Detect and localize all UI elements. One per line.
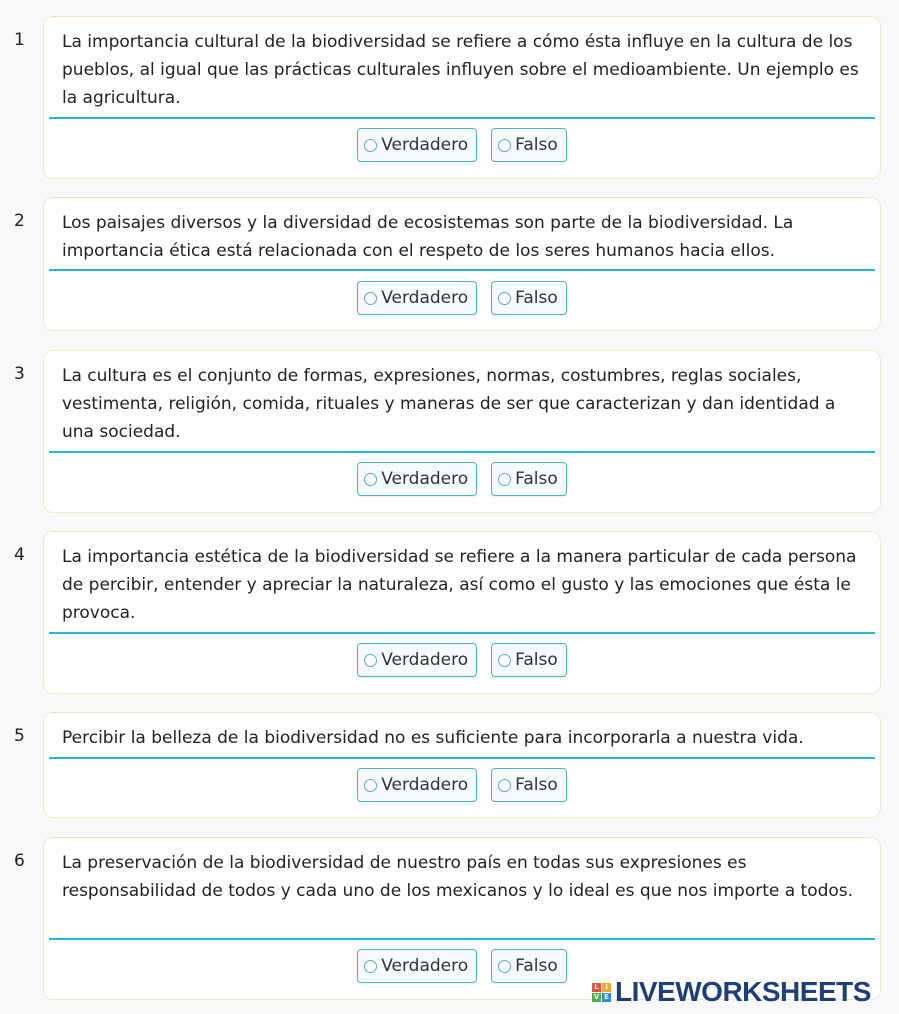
- radio-icon[interactable]: [364, 654, 377, 667]
- answer-options: [44, 643, 880, 677]
- option-label: Falso: [515, 775, 558, 795]
- radio-icon[interactable]: [364, 960, 377, 973]
- liveworksheets-logo[interactable]: [592, 976, 871, 1008]
- option-label: Verdadero: [381, 775, 469, 795]
- question-number: 5: [14, 726, 25, 746]
- radio-icon[interactable]: [364, 473, 377, 486]
- option-falso[interactable]: [491, 643, 567, 677]
- radio-icon[interactable]: [498, 960, 511, 973]
- option-falso[interactable]: [491, 128, 567, 162]
- separator: [49, 757, 875, 759]
- radio-icon[interactable]: [364, 292, 377, 305]
- question-number: 6: [14, 851, 25, 871]
- option-label: Falso: [515, 650, 558, 670]
- logo-letter: E: [602, 993, 611, 1002]
- radio-icon[interactable]: [498, 779, 511, 792]
- question-number: 2: [14, 211, 25, 231]
- option-label: Falso: [515, 288, 558, 308]
- brand-name: LIVEWORKSHEETS: [615, 976, 871, 1007]
- question-card: [43, 531, 881, 694]
- question-card: [43, 712, 881, 818]
- question-text: Los paisajes diversos y la diversidad de ecosistemas son parte de la biodiversidad. La importancia ética está relacionada con el respeto de los seres humanos hacia ellos.: [62, 213, 794, 261]
- question-number: 1: [14, 30, 25, 50]
- radio-icon[interactable]: [498, 473, 511, 486]
- radio-icon[interactable]: [498, 139, 511, 152]
- option-label: Verdadero: [381, 956, 469, 976]
- option-falso[interactable]: [491, 949, 567, 983]
- question-text: La preservación de la biodiversidad de nuestro país en todas sus expresiones es responsabilidad de todos y cada uno de los mexicanos y lo ideal es que nos importe a todos.: [62, 853, 854, 901]
- question-number: 3: [14, 364, 25, 384]
- option-falso[interactable]: [491, 281, 567, 315]
- question-card: [43, 350, 881, 513]
- separator: [49, 938, 875, 940]
- option-label: Falso: [515, 135, 558, 155]
- logo-letter: I: [602, 983, 611, 992]
- logo-icon: [592, 983, 611, 1002]
- option-label: Verdadero: [381, 288, 469, 308]
- separator: [49, 632, 875, 634]
- option-label: Verdadero: [381, 135, 469, 155]
- option-verdadero[interactable]: [357, 128, 477, 162]
- question-card: [43, 16, 881, 179]
- question-text: La importancia estética de la biodiversidad se refiere a la manera particular de cada persona de percibir, entender y apreciar la naturaleza, así como el gusto y las emociones que ésta le provoca.: [62, 547, 857, 623]
- question-card: [43, 197, 881, 331]
- option-verdadero[interactable]: [357, 643, 477, 677]
- radio-icon[interactable]: [498, 292, 511, 305]
- question-text: La cultura es el conjunto de formas, expresiones, normas, costumbres, reglas sociales, vestimenta, religión, comida, rituales y maneras de ser que caracterizan y dan identidad a una sociedad.: [62, 366, 836, 442]
- option-verdadero[interactable]: [357, 768, 477, 802]
- option-verdadero[interactable]: [357, 949, 477, 983]
- question-text: La importancia cultural de la biodiversidad se refiere a cómo ésta influye en la cultura de los pueblos, al igual que las prácticas culturales influyen sobre el medioambiente. Un ejemplo es la agricultura.: [62, 32, 859, 108]
- logo-letter: L: [592, 983, 601, 992]
- option-label: Verdadero: [381, 650, 469, 670]
- radio-icon[interactable]: [364, 779, 377, 792]
- separator: [49, 117, 875, 119]
- radio-icon[interactable]: [498, 654, 511, 667]
- option-verdadero[interactable]: [357, 462, 477, 496]
- option-falso[interactable]: [491, 768, 567, 802]
- question-number: 4: [14, 545, 25, 565]
- option-label: Falso: [515, 469, 558, 489]
- option-verdadero[interactable]: [357, 281, 477, 315]
- option-falso[interactable]: [491, 462, 567, 496]
- separator: [49, 269, 875, 271]
- logo-letter: V: [593, 993, 600, 1001]
- answer-options: [44, 462, 880, 496]
- answer-options: [44, 281, 880, 315]
- separator: [49, 451, 875, 453]
- radio-icon[interactable]: [364, 139, 377, 152]
- answer-options: [44, 128, 880, 162]
- option-label: Falso: [515, 956, 558, 976]
- answer-options: [44, 768, 880, 802]
- question-text: Percibir la belleza de la biodiversidad no es suficiente para incorporarla a nuestra vida.: [62, 728, 804, 748]
- option-label: Verdadero: [381, 469, 469, 489]
